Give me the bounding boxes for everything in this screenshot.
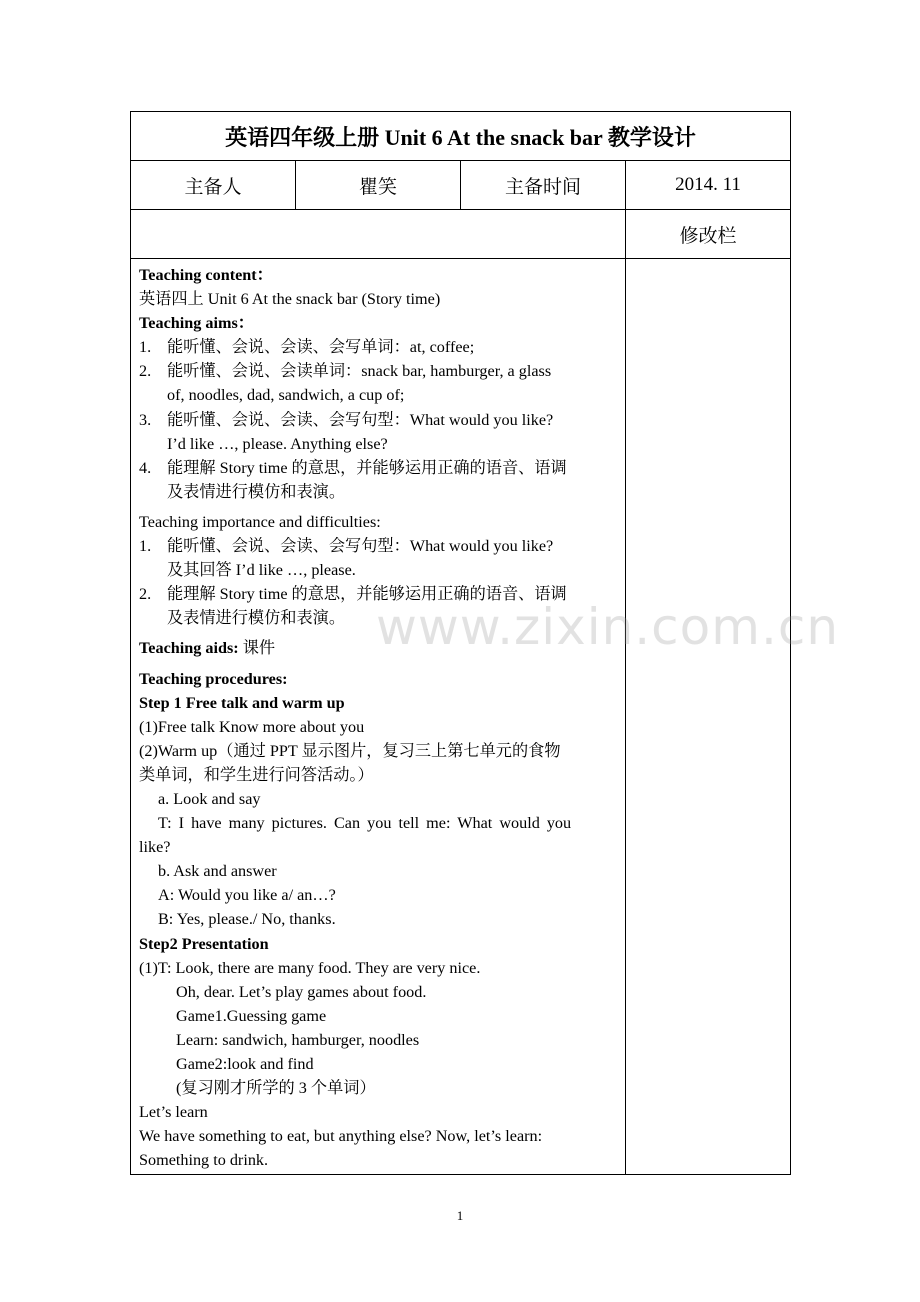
revision-column-header: 修改栏 (626, 210, 791, 259)
revision-column (626, 259, 791, 1175)
step2-line: Oh, dear. Let’s play games about food. (176, 982, 427, 1001)
teaching-aids: Teaching aids: 课件 (139, 639, 276, 658)
step1-line: (1)Free talk Know more about you (139, 717, 365, 736)
step2-line: Game1.Guessing game (176, 1006, 327, 1025)
date-label: 主备时间 (461, 161, 626, 210)
step1-line: (2)Warm up（通过 PPT 显示图片，复习三上第七单元的食物 (139, 741, 561, 760)
watermark: www.zixin.com.cn (376, 598, 840, 656)
step1-line: like? (139, 838, 171, 857)
aim-item: 2. 能听懂、会说、会读单词：snack bar, hamburger, a glass of, noodles, dad, sandwich, a cup of; (139, 362, 552, 405)
importance-item: 1. 能听懂、会说、会读、会写句型：What would you like? 及其回答 I’d like …, please. (139, 537, 554, 580)
procedures-label: Teaching procedures: (139, 669, 288, 688)
step2-line: Game2:look and find (176, 1055, 314, 1073)
step2-line: Learn: sandwich, hamburger, noodles (176, 1030, 420, 1049)
step1-line: A: Would you like a/ an…? (158, 886, 336, 905)
lesson-content (139, 263, 617, 1172)
page-number: 1 (456, 1208, 464, 1223)
step1-title: Step 1 Free talk and warm up (139, 693, 345, 712)
step2-line: Something to drink. (139, 1151, 269, 1170)
step2-line: (1)T: Look, there are many food. They are very nice. (139, 958, 481, 977)
aim-item: 1. 能听懂、会说、会读、会写单词：at, coffee; (139, 338, 475, 357)
teaching-content: 英语四上 Unit 6 At the snack bar (Story time) (139, 290, 441, 309)
aim-item: 4. 能理解 Story time 的意思，并能够运用正确的语音、语调 及表情进行模仿和表演。 (139, 458, 567, 501)
preparer-name: 瞿笑 (296, 161, 461, 210)
lesson-plan-table (130, 111, 791, 1175)
step1-line: a. Look and say (158, 789, 261, 808)
lesson-content-cell (131, 259, 626, 1175)
step1-line: B: Yes, please./ No, thanks. (158, 910, 336, 929)
aim-item: 3. 能听懂、会说、会读、会写句型：What would you like? I’d like …, please. Anything else? (139, 410, 554, 453)
step2-line: Let’s learn (139, 1103, 208, 1122)
preparer-label: 主备人 (131, 161, 296, 210)
step1-line: 类单词，和学生进行问答活动。） (139, 765, 374, 784)
teaching-content-label: Teaching content： (139, 266, 273, 284)
importance-label: Teaching importance and difficulties: (139, 512, 381, 531)
step1-line: T: I have many pictures. Can you tell me: What would you (158, 814, 572, 833)
importance-item: 2. 能理解 Story time 的意思，并能够运用正确的语音、语调 及表情进行模仿和表演。 (139, 585, 567, 628)
step2-title: Step2 Presentation (139, 934, 269, 953)
blank-header-cell (131, 210, 626, 259)
document-title: 英语四年级上册 Unit 6 At the snack bar 教学设计 (131, 112, 791, 161)
aims-label: Teaching aims： (139, 314, 254, 333)
step1-line: b. Ask and answer (158, 862, 277, 881)
step2-line: We have something to eat, but anything else? Now, let’s learn: (139, 1127, 543, 1146)
step2-line: (复习刚才所学的 3 个单词） (176, 1079, 376, 1098)
date-value: 2014. 11 (626, 161, 791, 210)
